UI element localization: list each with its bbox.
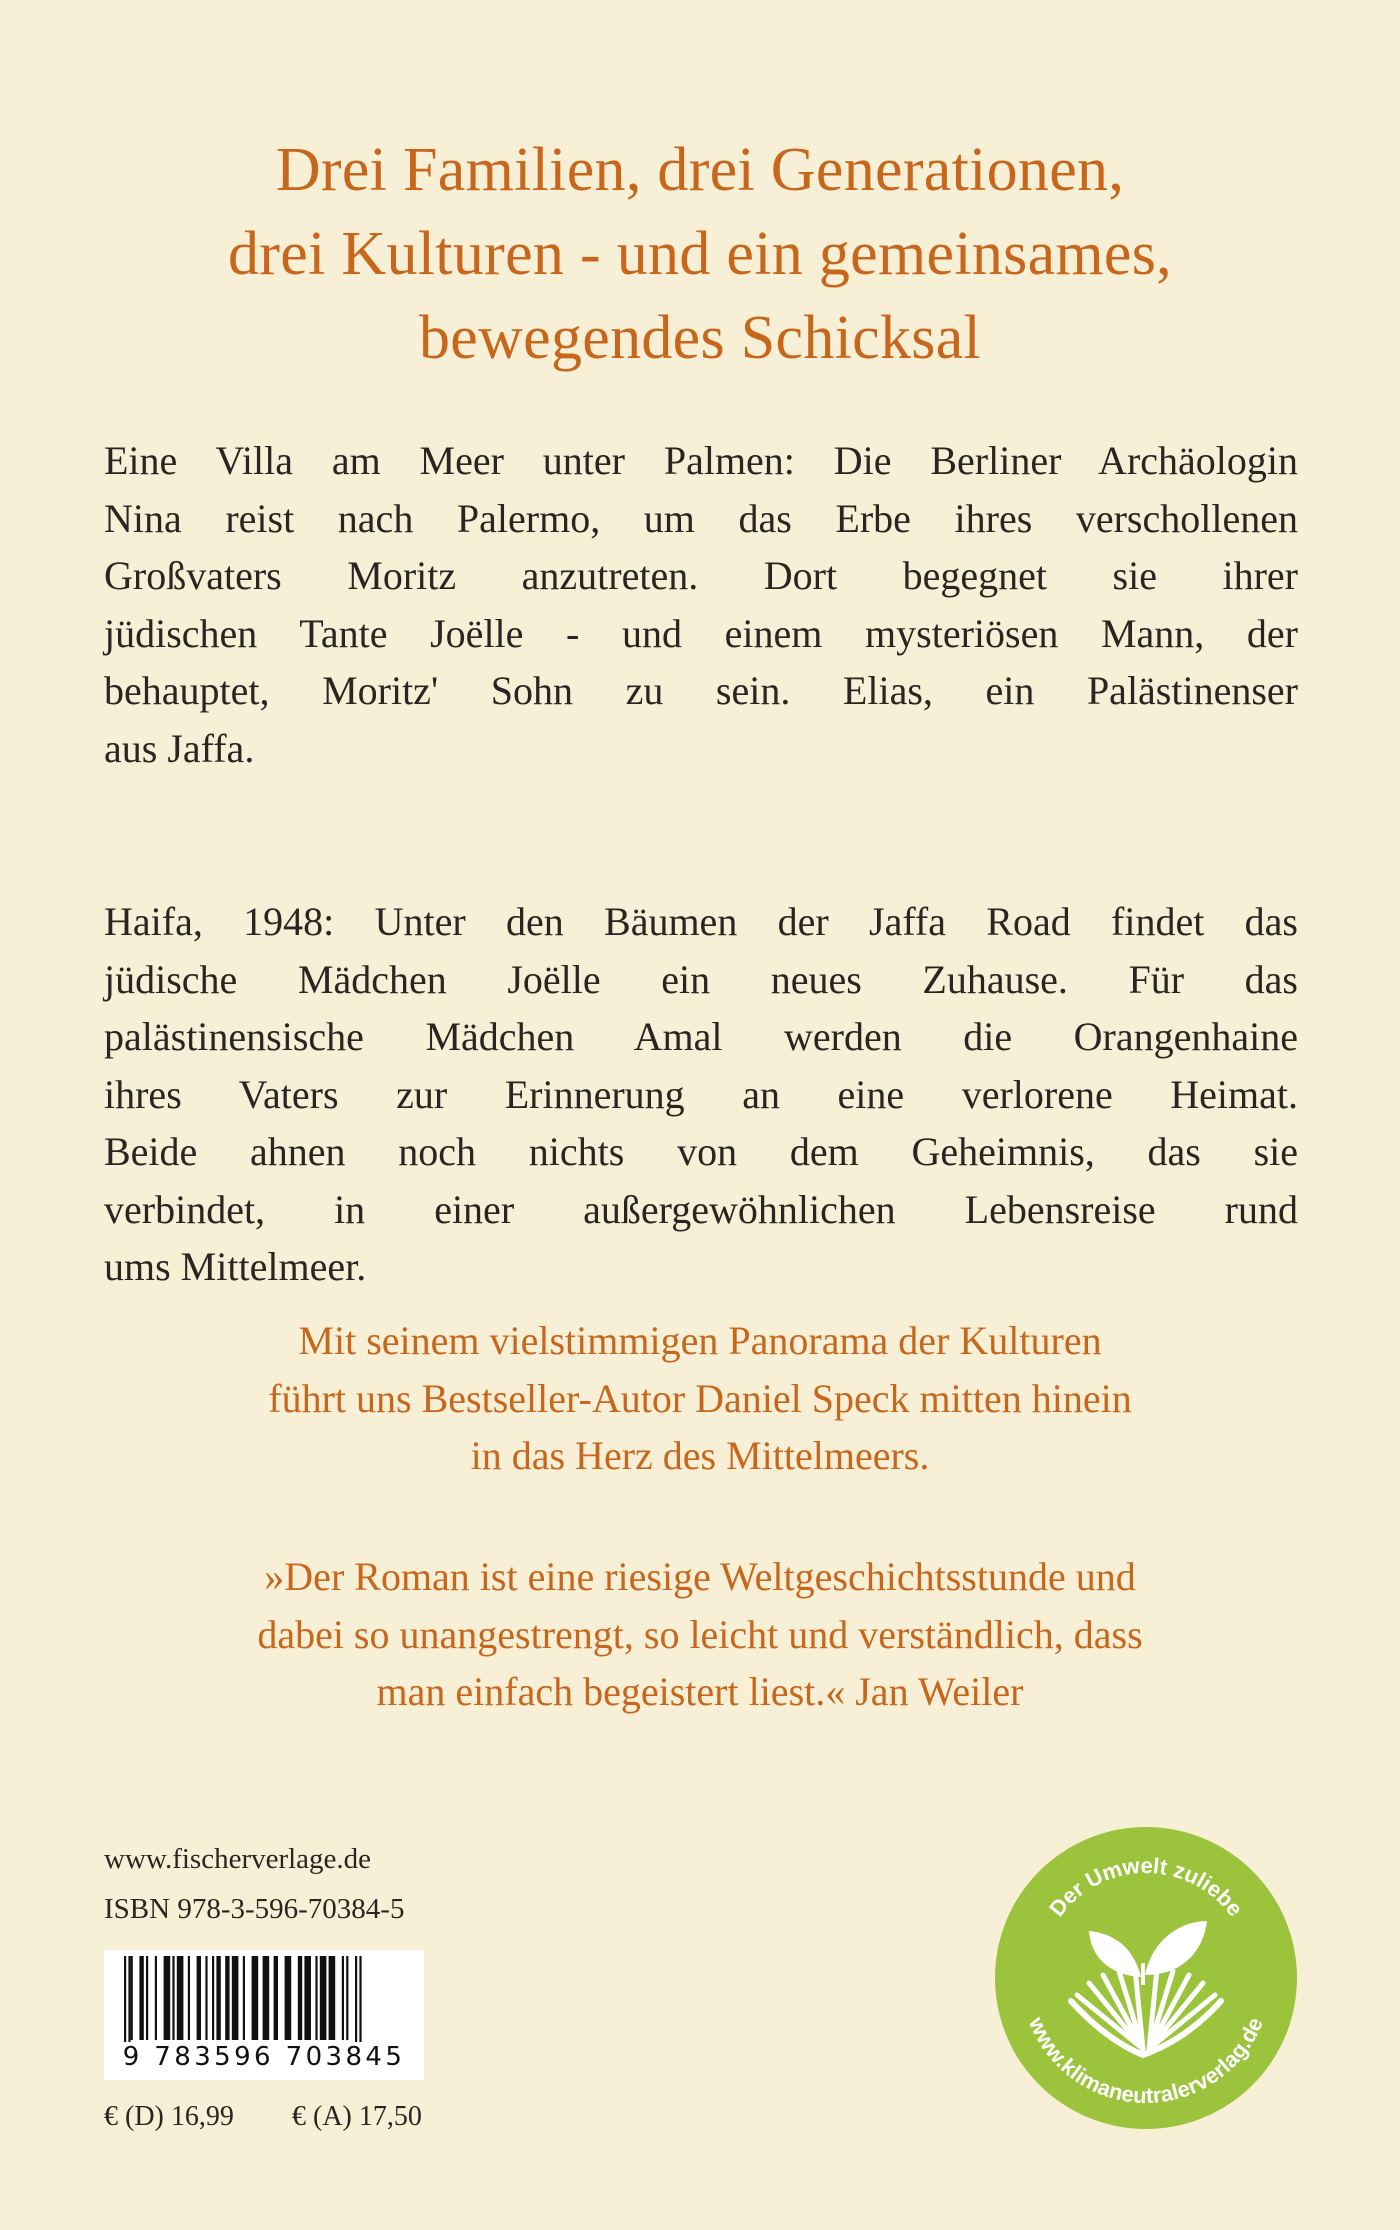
barcode-bar — [274, 1956, 278, 2040]
barcode-bar — [346, 1956, 348, 2040]
synopsis-paragraph-1 — [104, 432, 1298, 777]
barcode-bar — [252, 1956, 259, 2040]
quote-line: man einfach begeistert liest.« Jan Weiler — [376, 1669, 1024, 1714]
publisher-website: www.fischerverlage.de — [104, 1843, 372, 1875]
barcode-bar — [342, 1956, 344, 2040]
review-quote — [0, 1548, 1400, 1721]
eco-badge — [993, 1825, 1299, 2131]
barcode-bar — [155, 1956, 157, 2040]
barcode-bar — [216, 1956, 220, 2040]
headline-line: Drei Familien, drei Generationen, — [275, 136, 1125, 204]
tagline-line: in das Herz des Mittelmeers. — [470, 1433, 930, 1478]
text-line: ums Mittelmeer. — [104, 1244, 367, 1289]
headline-line: drei Kulturen - und ein gemeinsames, — [228, 220, 1172, 288]
tagline-line: führt uns Bestseller-Autor Daniel Speck mitten hinein — [268, 1375, 1132, 1421]
quote-line: »Der Roman ist eine riesige Weltgeschichtsstunde und — [264, 1554, 1136, 1599]
barcode-bar — [320, 1956, 327, 2040]
barcode-bar — [146, 1956, 148, 2040]
text-line: Nina reist nach Palermo, um das Erbe ihres verschollenen — [104, 495, 1298, 541]
quote-line: dabei so unangestrengt, so leicht und verständlich, dass — [257, 1611, 1143, 1657]
author-tagline — [0, 1312, 1400, 1485]
text-line: jüdische Mädchen Joëlle ein neues Zuhause. Für das — [104, 956, 1298, 1002]
barcode-bar — [285, 1956, 292, 2040]
barcode-digits: 9 783596 703845 — [122, 2042, 406, 2072]
headline-line: bewegendes Schicksal — [418, 304, 982, 372]
text-line: jüdischen Tante Joëlle - und einem mysteriösen Mann, der — [104, 610, 1298, 656]
barcode — [104, 1950, 424, 2080]
barcode-bar — [188, 1956, 190, 2040]
price-germany: € (D) 16,99 — [104, 2101, 234, 2132]
barcode-bar — [329, 1956, 336, 2040]
synopsis-paragraph-2 — [104, 893, 1298, 1296]
barcode-bar — [197, 1956, 201, 2040]
barcode-bar — [304, 1956, 311, 2040]
barcode-bar — [263, 1956, 270, 2040]
text-line: aus Jaffa. — [104, 725, 255, 771]
text-line: Haifa, 1948: Unter den Bäumen der Jaffa Road findet das — [104, 899, 1298, 944]
barcode-bar — [139, 1956, 143, 2040]
text-line: Großvaters Moritz anzutreten. Dort begegnet sie ihrer — [104, 553, 1298, 598]
text-line: Beide ahnen noch nichts von dem Geheimnis, das sie — [104, 1129, 1298, 1174]
barcode-bar — [205, 1956, 207, 2040]
headline — [0, 128, 1400, 380]
barcode-bar — [225, 1956, 229, 2040]
badge-bottom-text: www.klimaneutralerverlag.de — [1023, 2013, 1268, 2109]
barcode-bar — [131, 1956, 133, 2040]
text-line: behauptet, Moritz' Sohn zu sein. Elias, ein Palästinenser — [104, 668, 1298, 713]
barcode-bar — [164, 1956, 171, 2040]
isbn-number: ISBN 978-3-596-70384-5 — [104, 1893, 405, 1925]
text-line: verbindet, in einer außergewöhnlichen Lebensreise rund — [104, 1186, 1298, 1232]
barcode-bar — [315, 1956, 317, 2040]
barcode-bar — [298, 1956, 302, 2040]
barcode-bar — [243, 1956, 245, 2040]
badge-top-text: Der Umwelt zuliebe — [1044, 1852, 1249, 1921]
barcode-bar — [212, 1956, 214, 2040]
text-line: ihres Vaters zur Erinnerung an eine verlorene Heimat. — [104, 1071, 1298, 1117]
text-line: Eine Villa am Meer unter Palmen: Die Berliner Archäologin — [104, 438, 1298, 483]
barcode-bar — [172, 1956, 174, 2040]
barcode-bar — [232, 1956, 239, 2040]
text-line: palästinensische Mädchen Amal werden die Orangenhaine — [104, 1014, 1298, 1059]
price-austria: € (A) 17,50 — [292, 2101, 422, 2132]
barcode-bar — [177, 1956, 184, 2040]
tagline-line: Mit seinem vielstimmigen Panorama der Kulturen — [298, 1318, 1102, 1363]
